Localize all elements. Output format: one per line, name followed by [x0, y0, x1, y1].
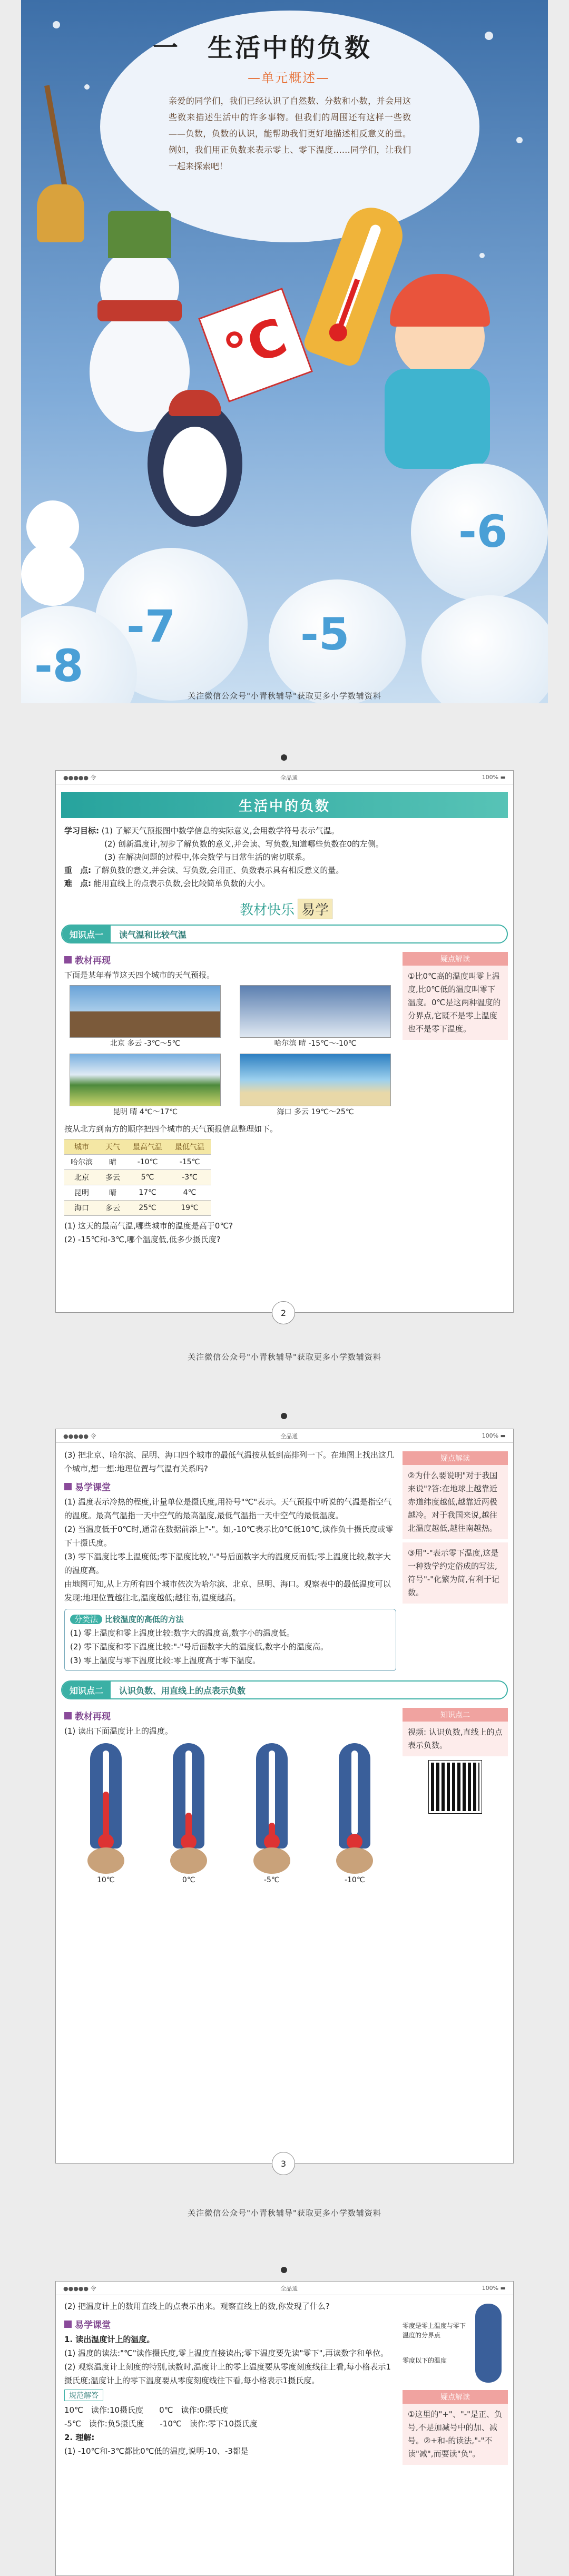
- sidebar-heading: 疑点解读: [403, 952, 508, 966]
- sub-heading: 易学课堂: [64, 1480, 396, 1493]
- sidebar-heading: 疑点解读: [403, 2390, 508, 2404]
- lesson-heading: 2. 理解:: [64, 2433, 95, 2442]
- small-snowman-illustration: [21, 500, 84, 606]
- sidebar-note: ①这里的"+"、"-"是正、负号,不是加减号中的加、减号。②+和-的读法,"-"不读"减",而要读"负"。: [403, 2404, 508, 2465]
- answer-line: -5℃ 读作:负5摄氏度 -10℃ 读作:零下10摄氏度: [64, 2419, 258, 2428]
- analysis-text: 由地图可知,从上方所有四个城市依次为哈尔滨、北京、昆明、海口。观察表中的最低温度可以发现:地理位置越往北,温度越低;越往南,温度越高。: [64, 1579, 391, 1602]
- sidebar-heading: 疑点解读: [403, 1451, 508, 1465]
- broom-illustration: [32, 84, 90, 242]
- lesson-point: (1) 温度的读法:"℃"读作摄氏度,零上温度直接读出;零下温度要先读"零下",再读数字和单位。: [64, 2348, 389, 2358]
- sidebar-note: 视频: 认识负数,直线上的点表示负数。: [403, 1722, 508, 1756]
- table-row: 海口 多云 25℃ 19℃: [64, 1201, 211, 1216]
- unit-subtitle: —单元概述—: [248, 71, 330, 85]
- lesson-point: (3) 零下温度比零上温度低;零下温度比较,"-"号后面数字大的温度反而低;零上温度比较,数字大的温度高。: [64, 1552, 391, 1575]
- answer-tag: 规范解答: [64, 2390, 103, 2401]
- sub-heading: 教材再现: [64, 953, 396, 966]
- penguin-illustration: [148, 390, 242, 527]
- learning-goals: 学习目标: (1) 了解天气预报图中数学信息的实际意义,会用数学符号表示气温。 (2) 创新温度计,初步了解负数的意义,并会读、写负数,知道哪些负数在0的左侧。 (3) 在解决问题的过程中,体会数学与日常生活的密切联系。 重 点: 了解负数的意义,并会读、写负数,会用正、负数表示具有相反意义的量。 难 点: 能用直线上的点表示负数,会比较简单负数的大小。: [64, 826, 384, 888]
- table-row: 昆明 晴 17℃ 4℃: [64, 1185, 211, 1201]
- status-bar: ●●●●● 令 全品通 100% ▬: [56, 1429, 513, 1443]
- method-box: 分类法 比较温度的高低的方法 (1) 零上温度和零上温度比较:数字大的温度高,数字小的温度低。 (2) 零下温度和零下温度比较:"-"号后面数字大的温度低,数字小的温度高。 (3) 零上温度与零下温度比较:零上温度高于零下温度。: [64, 1609, 396, 1671]
- cover-number: -8: [34, 640, 84, 692]
- textbook-page: [55, 770, 514, 1313]
- unit-title: 一 生活中的负数: [153, 33, 372, 63]
- cover-number: -5: [300, 608, 350, 660]
- camera-dot: [281, 2267, 287, 2273]
- diagram-label: 零度是零上温度与零下温度的分界点: [403, 2322, 466, 2339]
- table-row: 北京 多云 5℃ -3℃: [64, 1170, 211, 1185]
- thermometer-row: [64, 1743, 396, 1884]
- page-number: 2: [272, 1301, 295, 1324]
- thermometer: 0℃: [160, 1743, 218, 1875]
- celsius-symbol: ℃: [217, 307, 295, 384]
- weather-table: 城市 天气 最高气温 最低气温 哈尔滨 晴 -10℃ -15℃ 北京 多云 5℃ -3℃ 昆明 晴 17℃ 4℃ 海口 多云 25℃ 19℃: [64, 1139, 211, 1216]
- page-number: 3: [272, 2152, 295, 2175]
- cover-number: -7: [126, 601, 176, 652]
- table-row: 哈尔滨 晴 -10℃ -15℃: [64, 1155, 211, 1170]
- cover-number: -6: [458, 506, 508, 557]
- thermometer-icon: [475, 2304, 502, 2383]
- status-bar: ●●●●● 令 全品通 100% ▬: [56, 2282, 513, 2295]
- lesson-point: (2) 观察温度计上刻度的特别,读数时,温度计上的零上温度要从零度刻度线往上看,每小格表示1摄氏度;温度计上的零下温度要从零度刻度线往下看,每小格表示1摄氏度。: [64, 2362, 391, 2385]
- cover-illustration: [21, 0, 548, 703]
- knowledge-point-bar: 知识点二 认识负数、用直线上的点表示负数: [61, 1680, 508, 1699]
- question-1: (1) 这天的最高气温,哪些城市的温度是高于0℃?: [64, 1221, 233, 1231]
- knowledge-point-bar: 知识点一 读气温和比较气温: [61, 925, 508, 943]
- intro-text: (2) 把温度计上的数用直线上的点表示出来。观察直线上的数,你发现了什么?: [64, 2302, 330, 2311]
- watermark: 关注微信公众号"小青秋辅导"获取更多小学数辅资料: [188, 1352, 381, 1362]
- watermark: 关注微信公众号"小青秋辅导"获取更多小学数辅资料: [188, 2208, 381, 2218]
- celsius-card: [198, 288, 313, 402]
- status-bar: ●●●●● 令 全品通 100% ▬: [56, 771, 513, 784]
- unit-intro: 亲爱的同学们，我们已经认识了自然数、分数和小数，并会用这些数来描述生活中的许多事物。但我们的周围还有这样一些数——负数，负数的认识，能帮助我们更好地描述相反意义的量。例如，我们用正负数来表示零上、零下温度……同学们，让我们一起来探索吧！: [169, 96, 411, 171]
- qr-code[interactable]: [429, 1761, 482, 1813]
- camera-dot: [281, 1413, 287, 1419]
- lesson-point: (1) -10℃和-3℃都比0℃低的温度,说明-10、-3都是: [64, 2446, 249, 2456]
- intro-text: (3) 把北京、哈尔滨、昆明、海口四个城市的最低气温按从低到高排列一下。在地图上找出这几个城市,想一想:地理位置与气温有关系吗?: [64, 1450, 395, 1473]
- boy-illustration: [374, 263, 511, 474]
- question-text: 按从北方到南方的顺序把四个城市的天气预报信息整理如下。: [64, 1124, 278, 1134]
- thermometer: -10℃: [326, 1743, 384, 1875]
- subsection-banner: 教材快乐 易学: [56, 899, 513, 919]
- textbook-page: [55, 1429, 514, 2164]
- question-2: (2) -15℃和-3℃,哪个温度低,低多少摄氏度?: [64, 1235, 221, 1244]
- thermometer: -5℃: [243, 1743, 301, 1875]
- beijing-photo: [70, 985, 221, 1038]
- answer-line: 10℃ 读作:10摄氏度 0℃ 读作:0摄氏度: [64, 2405, 229, 2415]
- sidebar-note: ③用"-"表示零下温度,这是一种数学约定俗成的写法,符号"-"化繁为简,有利于记数。: [403, 1542, 508, 1604]
- instruction-text: (1) 读出下面温度计上的温度。: [64, 1726, 173, 1736]
- thermometer: 10℃: [77, 1743, 135, 1875]
- section-title: 生活中的负数: [61, 792, 508, 818]
- sidebar-note: ①比0℃高的温度叫零上温度,比0℃低的温度叫零下温度。0℃是这两种温度的分界点,它既不是零上温度也不是零下温度。: [403, 966, 508, 1040]
- diagram-label: 零度以下的温度: [403, 2357, 447, 2364]
- sidebar-heading: 知识点二: [403, 1708, 508, 1722]
- lesson-point: (2) 当温度低于0℃时,通常在数据前添上"-"。如,-10℃表示比0℃低10℃,读作负十摄氏度或零下十摄氏度。: [64, 1525, 394, 1548]
- watermark: 关注微信公众号"小青秋辅导"获取更多小学数辅资料: [188, 691, 381, 701]
- sidebar-note: ②为什么要说明"对于我国来说"?答:在地球上越靠近赤道纬度越低,越靠近两极越冷。对于我国来说,越往北温度越低,越往南越热。: [403, 1465, 508, 1539]
- camera-dot: [281, 754, 287, 761]
- lesson-point: (1) 温度表示冷热的程度,计量单位是摄氏度,用符号"℃"表示。天气预报中听说的气温是指空气的温度。最高气温指一天中空气的最高温度,最低气温指一天中空气的最低温度。: [64, 1497, 392, 1520]
- textbook-page: [55, 2281, 514, 2576]
- harbin-photo: [240, 985, 391, 1038]
- city-photos: 北京 多云 -3℃～5℃ 哈尔滨 晴 -15℃～-10℃ 昆明 晴 4℃～17℃ 海口 多云 19℃～25℃: [70, 985, 391, 1119]
- kunming-photo: [70, 1054, 221, 1106]
- haikou-photo: [240, 1054, 391, 1106]
- thermometer-diagram: [403, 2299, 508, 2387]
- lesson-heading: 1. 读出温度计上的温度。: [64, 2335, 155, 2344]
- intro-text: 下面是某年春节这天四个城市的天气预报。: [64, 970, 215, 980]
- sub-heading: 易学课堂: [64, 2317, 396, 2331]
- sub-heading: 教材再现: [64, 1709, 396, 1722]
